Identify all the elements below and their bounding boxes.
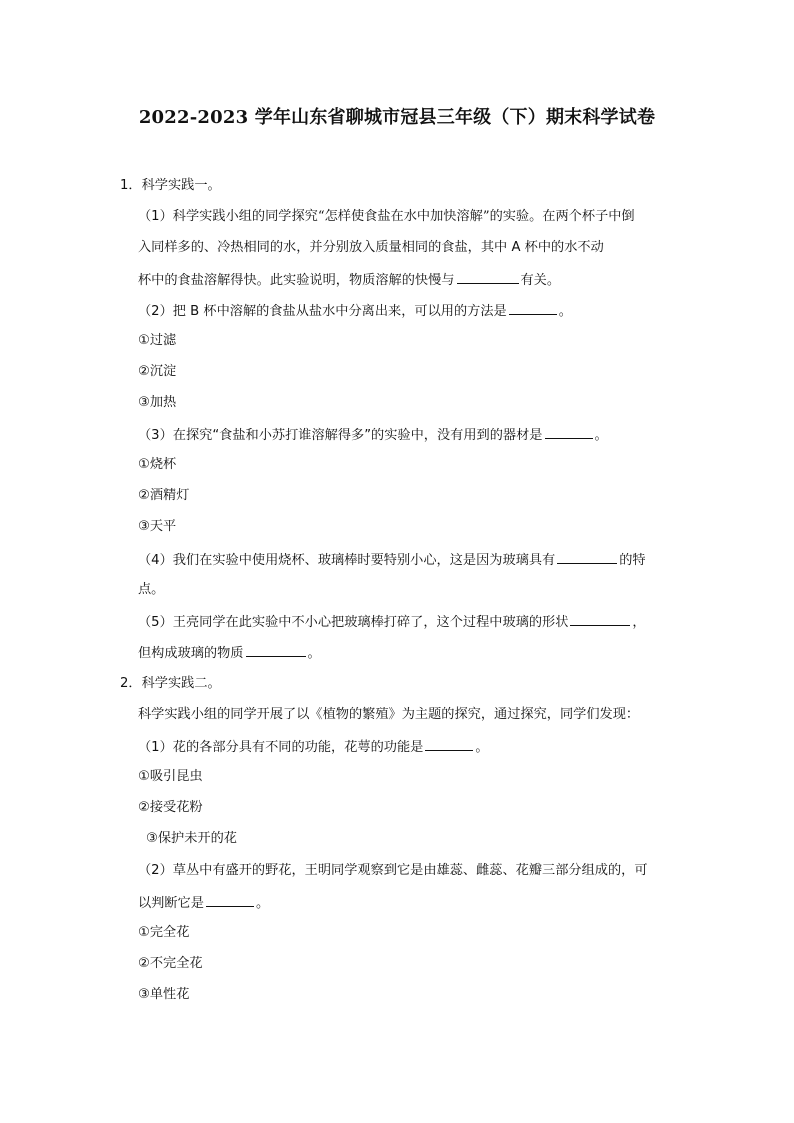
option-item: ③加热	[138, 395, 177, 410]
option-item: ②沉淀	[138, 364, 177, 379]
option-item: ②不完全花	[138, 956, 203, 971]
option-item: ③天平	[138, 519, 177, 534]
q1-part4-line2: 点。	[138, 582, 165, 597]
q2-intro: 科学实践小组的同学开展了以《植物的繁殖》为主题的探究，通过探究，同学们发现：	[138, 707, 640, 722]
q1-part5-pre: （5）王亮同学在此实验中不小心把玻璃棒打碎了，这个过程中玻璃的形状	[138, 615, 569, 630]
question-1-heading: 1．科学实践一。	[120, 178, 221, 193]
option-item: ①吸引昆虫	[138, 769, 203, 784]
q2-part1-post: 。	[475, 740, 489, 755]
answer-blank[interactable]	[557, 549, 617, 564]
answer-blank[interactable]	[509, 300, 557, 315]
option-item: ①完全花	[138, 925, 190, 940]
q1-part1-line3	[138, 269, 560, 291]
answer-blank[interactable]	[457, 269, 519, 284]
q1-part3-post: 。	[594, 428, 608, 443]
q2-part1-line	[138, 736, 489, 758]
option-item: ②接受花粉	[138, 800, 203, 815]
exam-title: 2022-2023 学年山东省聊城市冠县三年级（下）期末科学试卷	[138, 107, 656, 128]
q1-part5-line2	[138, 642, 321, 664]
option-item: ②酒精灯	[138, 488, 190, 503]
answer-blank[interactable]	[570, 611, 630, 626]
q1-part5-line2-post: 。	[307, 646, 321, 661]
option-item: ③保护未开的花	[146, 831, 237, 846]
q1-part1-line1-post: 的实验。在两个杯子中倒	[489, 209, 635, 224]
answer-blank[interactable]	[246, 642, 306, 657]
q1-part2-pre: （2）把 B 杯中溶解的食盐从盐水中分离出来，可以用的方法是	[138, 304, 507, 319]
q1-part3-line	[138, 424, 608, 446]
q2-part2-pre: 以判断它是	[138, 896, 204, 911]
q1-part4-post: 的特	[619, 553, 646, 568]
q1-part1-line3-pre: 杯中的食盐溶解得快。此实验说明，物质溶解的快慢与	[138, 273, 455, 288]
q2-part2-post: 。	[255, 896, 270, 911]
q1-part5-line1	[138, 611, 646, 633]
q2-part1-pre: （1）花的各部分具有不同的功能，花萼的功能是	[138, 740, 424, 755]
q1-part4-pre: （4）我们在实验中使用烧杯、玻璃棒时要特别小心，这是因为玻璃具有	[138, 553, 556, 568]
answer-blank[interactable]	[206, 892, 254, 907]
answer-blank[interactable]	[425, 736, 473, 751]
q1-part4-line1	[138, 549, 646, 571]
answer-blank[interactable]	[545, 424, 593, 439]
q2-part2-line2	[138, 892, 269, 914]
q1-part2-post: 。	[558, 304, 572, 319]
q1-part2-line	[138, 300, 572, 322]
q2-part2-line1: （2）草丛中有盛开的野花，王明同学观察到它是由雄蕊、雌蕊、花瓣三部分组成的，可	[138, 863, 648, 878]
q1-part1-line1	[138, 207, 635, 227]
q1-part1-quote: “怎样使食盐在水中加快溶解”	[317, 209, 490, 224]
option-item: ③单性花	[138, 987, 190, 1002]
q1-part5-post: ，	[632, 615, 646, 630]
q1-part3-pre: （3）在探究“食盐和小苏打谁溶解得多”的实验中，没有用到的器材是	[138, 428, 543, 443]
option-item: ①过滤	[138, 333, 177, 348]
question-2-heading: 2．科学实践二。	[120, 676, 221, 691]
option-item: ①烧杯	[138, 457, 177, 472]
q1-part1-line2: 入同样多的、冷热相同的水，并分别放入质量相同的食盐，其中 A 杯中的水不动	[138, 240, 604, 255]
q1-part5-line2-pre: 但构成玻璃的物质	[138, 646, 244, 661]
q1-part1-line3-post: 有关。	[520, 273, 561, 288]
q1-part1-line1-pre: （1）科学实践小组的同学探究	[138, 209, 318, 224]
